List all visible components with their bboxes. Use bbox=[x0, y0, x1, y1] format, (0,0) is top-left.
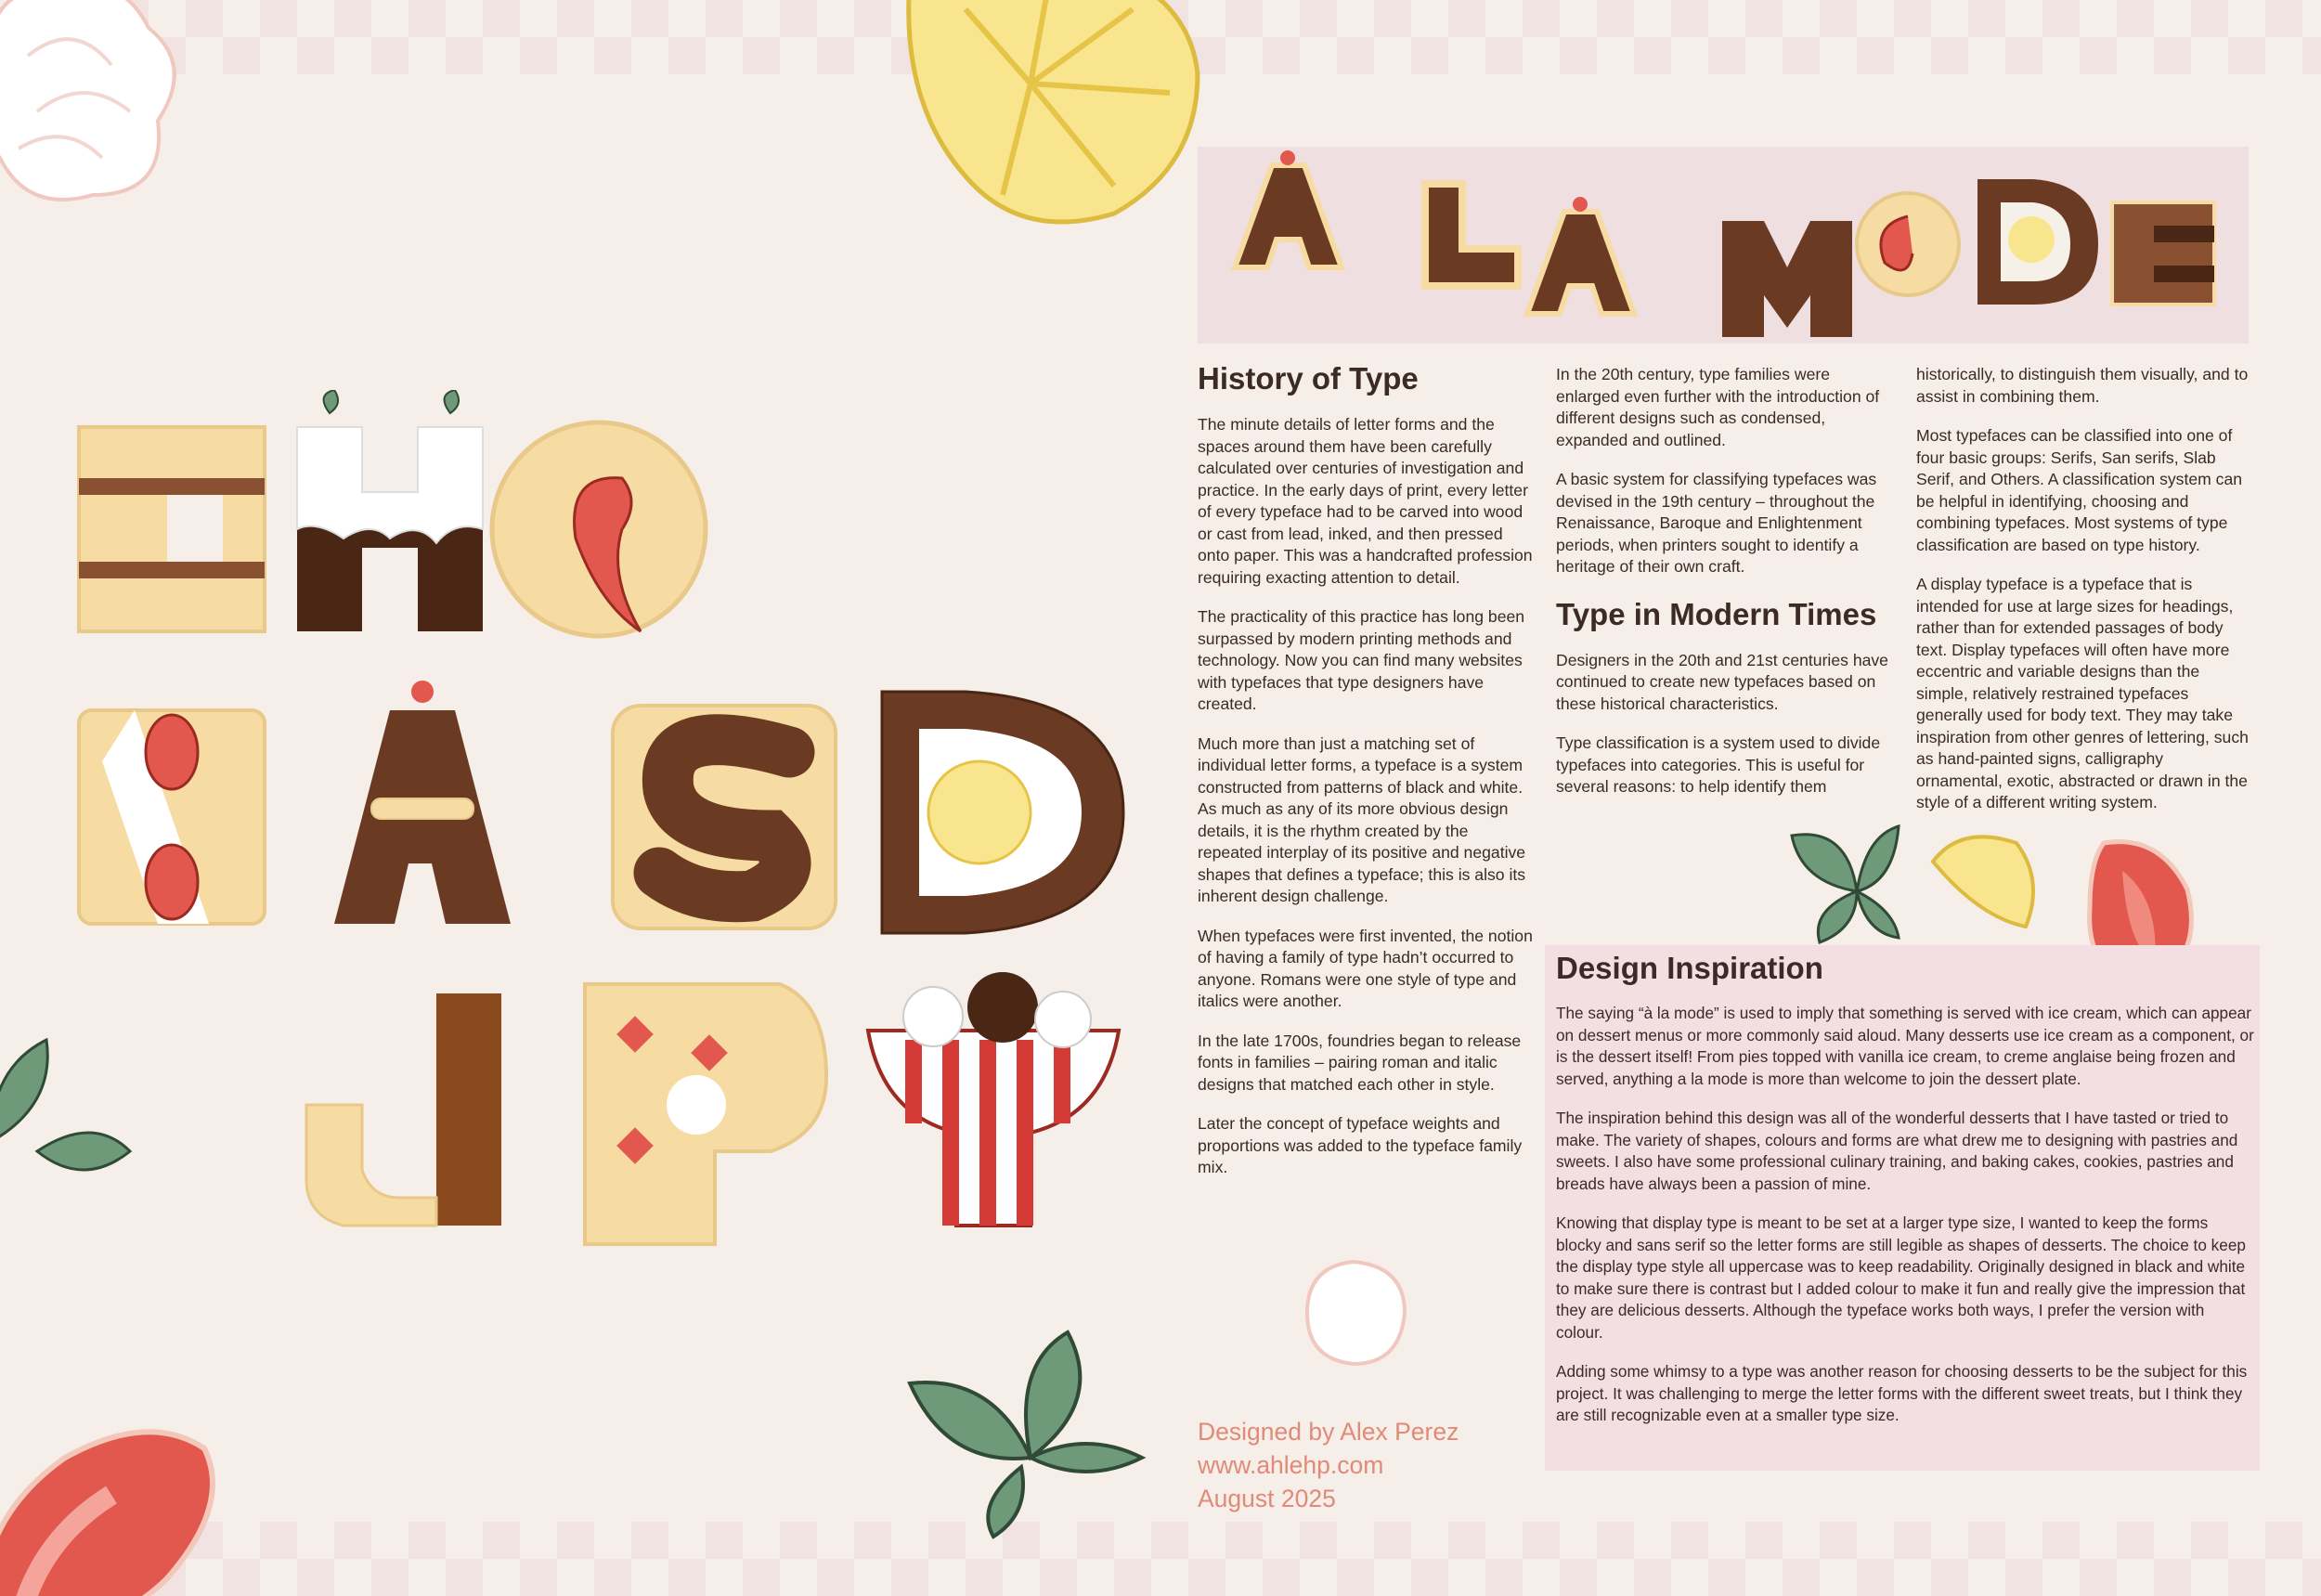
credits bbox=[1198, 1415, 1459, 1515]
middle-paragraph: In the 20th century, type families were enlarged even further with the introduction of different designs such as condensed, expanded and outlined. bbox=[1556, 365, 1880, 449]
meringue-decoration bbox=[0, 0, 204, 241]
checker-border-bottom bbox=[0, 1522, 2321, 1596]
history-column bbox=[1198, 360, 1534, 1197]
lemon-slice-decoration bbox=[891, 0, 1225, 251]
middle-paragraph: Designers in the 20th and 21st centuries have continued to create new typefaces based on these historical characteristics. bbox=[1556, 650, 1888, 713]
website-link[interactable]: www.ahlehp.com bbox=[1198, 1451, 1384, 1479]
specimen-letters-art bbox=[65, 390, 1142, 1253]
history-heading: History of Type bbox=[1198, 361, 1419, 396]
strawberry-slice-decoration bbox=[0, 1393, 223, 1596]
history-paragraph: The minute details of letter forms and the spaces around them have been carefully calculated over centuries of investigation and practice. In the early days of print, every letter of every typeface had to be carved into wood or cast from lead, inked, and then pressed onto paper. This was a handcrafted profession requiring exacting attention to detail. bbox=[1198, 415, 1533, 587]
publication-date: August 2025 bbox=[1198, 1485, 1336, 1512]
middle-column bbox=[1556, 364, 1892, 816]
design-paragraph: Knowing that display type is meant to be set at a larger type size, I wanted to keep the forms blocky and sans serif so the letter forms are still legible as shapes of desserts. The choice to keep the display type style all uppercase was to keep readability. Originally designed in black and white to make sure there is contrast but I added colour to make it fun and really give the impression that they are delicious desserts. Although the typeface works both ways, I prefer the version with colour. bbox=[1556, 1213, 2246, 1342]
title-art-a-la-mode bbox=[1216, 147, 2237, 342]
history-paragraph: When typefaces were first invented, the notion of having a family of type hadn’t occurred to anyone. Romans were one style of type and italics were another. bbox=[1198, 926, 1533, 1010]
design-inspiration-heading: Design Inspiration bbox=[1556, 951, 1823, 985]
design-paragraph: The saying “à la mode” is used to imply that something is served with ice cream, which can appear on dessert menus or more commonly said aloud. Many desserts use ice cream as a component, or is the dessert itself! From pies topped with vanilla ice cream, to creme anglaise being frozen and served, anything a la mode is more than welcome to join the dessert plate. bbox=[1556, 1004, 2254, 1088]
leaves-bottom-decoration bbox=[891, 1328, 1151, 1541]
meringue-small-decoration bbox=[1289, 1248, 1419, 1378]
right-column bbox=[1916, 364, 2252, 832]
middle-paragraph: A basic system for classifying typefaces was devised in the 19th century – throughout the Renaissance, Baroque and Enlightenment periods, when printers sought to identify a heritage of their own craft. bbox=[1556, 470, 1877, 576]
history-paragraph: The practicality of this practice has long been surpassed by modern printing methods and technology. Now you can find many websites with typefaces that type designers have created. bbox=[1198, 607, 1525, 713]
history-paragraph: In the late 1700s, foundries began to release fonts in families – pairing roman and italic designs that matched each other in style. bbox=[1198, 1031, 1522, 1094]
right-paragraph: Most typefaces can be classified into one of four basic groups: Serifs, San serifs, Slab Serif, and Others. A classification system can be helpful in identifying, choosing and combining typefaces. Most systems of type classification are based on type history. bbox=[1916, 426, 2243, 554]
right-paragraph: A display typeface is a typeface that is intended for use at large sizes for headings, rather than for extended passages of body text. Display typefaces will often have more eccentric and variable designs than the simple, relatively restrained typefaces generally used for body text. They may take inspiration from other genres of lettering, such as hand-painted signs, calligraphy ornamental, exotic, abstracted or drawn in the style of a different writing system. bbox=[1916, 575, 2249, 811]
history-paragraph: Later the concept of typeface weights and proportions was added to the typeface family mix. bbox=[1198, 1114, 1523, 1176]
right-paragraph: historically, to distinguish them visually, and to assist in combining them. bbox=[1916, 365, 2249, 406]
design-inspiration-body bbox=[1556, 1003, 2254, 1445]
lemon-wedge-decoration bbox=[1924, 824, 2044, 936]
design-paragraph: Adding some whimsy to a type was another reason for choosing desserts to be the subject for this project. It was challenging to merge the letter forms with the different sweet treats, but I think they are still recognizable even at a smaller type size. bbox=[1556, 1362, 2248, 1424]
design-inspiration-box bbox=[1545, 945, 2260, 1471]
leaves-right-decoration bbox=[1783, 817, 1903, 947]
designer-credit: Designed by Alex Perez bbox=[1198, 1418, 1459, 1446]
history-paragraph: Much more than just a matching set of individual letter forms, a typeface is a system constructed from patterns of black and white. As much as any of its more obvious design details, it is the rhythm created by the repeated interplay of its positive and negative shapes that defines a typeface; this is also its inherent design challenge. bbox=[1198, 733, 1526, 905]
design-paragraph: The inspiration behind this design was all of the wonderful desserts that I have tasted or tried to make. The variety of shapes, colours and forms are what drew me to designing with pastries and sweets. I also have some professional culinary training, and baking cakes, cookies, pastries and breads have always been a passion of mine. bbox=[1556, 1109, 2238, 1193]
middle-paragraph: Type classification is a system used to divide typefaces into categories. This is useful for several reasons: to help identify them bbox=[1556, 733, 1881, 796]
modern-times-heading: Type in Modern Times bbox=[1556, 596, 1877, 631]
